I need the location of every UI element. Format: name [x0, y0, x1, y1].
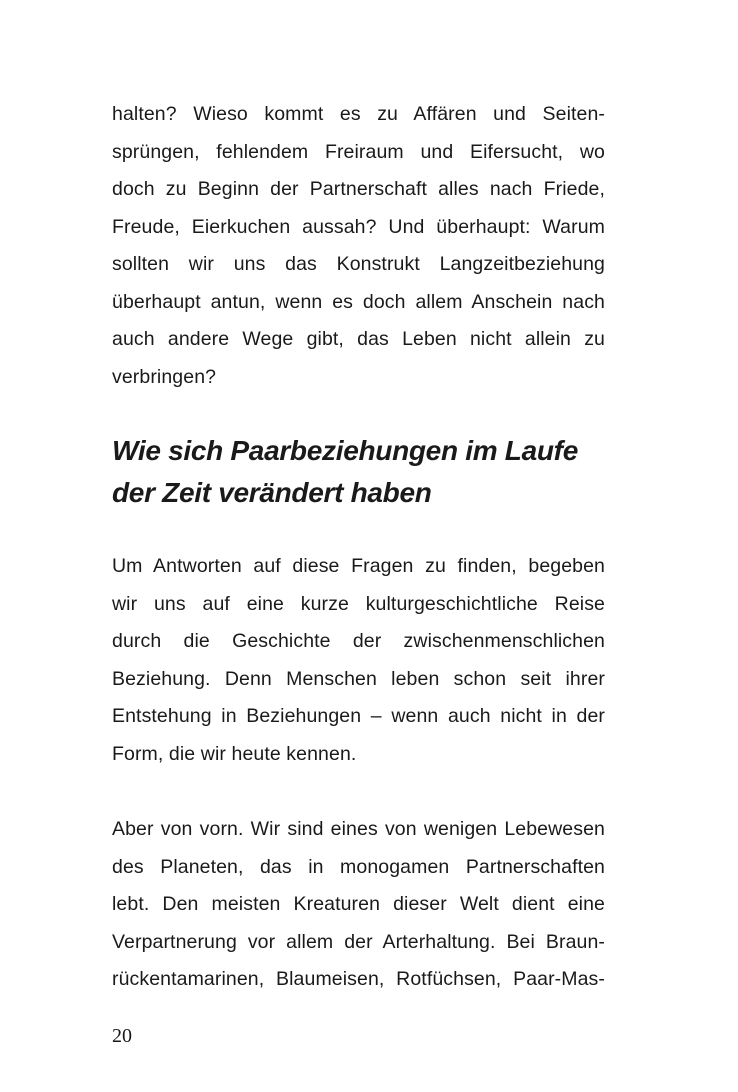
text-line: auch andere Wege gibt, das Leben nicht allein zu	[112, 328, 605, 350]
text-line: doch zu Beginn der Partnerschaft alles nach Friede,	[112, 178, 605, 200]
text-line: rückentamarinen, Blaumeisen, Rotfüchsen, Paar-Mas-	[112, 968, 605, 990]
text-line: des Planeten, das in monogamen Partnerschaften	[112, 855, 605, 878]
heading-line: Wie sich Paarbeziehungen im Laufe	[112, 435, 578, 466]
text-line: Beziehung. Denn Menschen leben schon seit ihrer	[112, 667, 605, 690]
text-line: Verpartnerung vor allem der Arterhaltung. Bei Braun-	[112, 930, 605, 953]
text-line: sollten wir uns das Konstrukt Langzeitbeziehung	[112, 253, 605, 275]
text-line: Um Antworten auf diese Fragen zu finden, begeben	[112, 555, 605, 577]
section-heading	[112, 430, 605, 514]
page-number: 20	[112, 1025, 132, 1047]
text-line: überhaupt antun, wenn es doch allem Anschein nach	[112, 290, 605, 313]
paragraph-monogamy	[112, 811, 605, 999]
text-line: Freude, Eierkuchen aussah? Und überhaupt: Warum	[112, 215, 605, 238]
paragraph-cultural-history	[112, 548, 605, 773]
text-line: Form, die wir heute kennen.	[112, 742, 357, 765]
text-line: lebt. Den meisten Kreaturen dieser Welt dient eine	[112, 893, 605, 915]
text-line: durch die Geschichte der zwischenmenschlichen	[112, 630, 605, 652]
text-line: Entstehung in Beziehungen – wenn auch nicht in der	[112, 705, 605, 727]
text-line: halten? Wieso kommt es zu Affären und Seiten-	[112, 103, 605, 125]
text-line: wir uns auf eine kurze kulturgeschichtliche Reise	[112, 592, 605, 615]
text-line: Aber von vorn. Wir sind eines von wenigen Lebewesen	[112, 818, 605, 840]
text-line: sprüngen, fehlendem Freiraum und Eifersucht, wo	[112, 140, 605, 163]
text-line: verbringen?	[112, 365, 217, 388]
heading-line: der Zeit verändert haben	[112, 477, 432, 508]
paragraph-intro-questions	[112, 96, 605, 396]
